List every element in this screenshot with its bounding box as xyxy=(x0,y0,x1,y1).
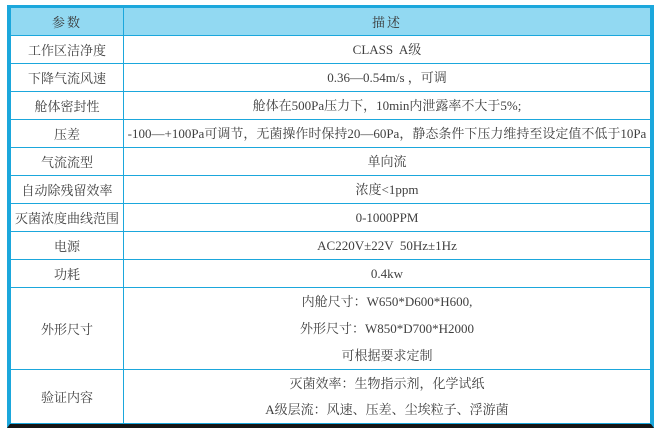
param-cell: 验证内容 xyxy=(11,370,124,424)
table-row xyxy=(11,232,651,260)
desc-cell xyxy=(124,260,651,288)
desc-cell xyxy=(124,370,651,424)
desc-line: 0.36—0.54m/s ，可调 xyxy=(327,70,447,85)
desc-line: AC220V±22V 50Hz±1Hz xyxy=(317,238,457,253)
param-cell: 工作区洁净度 xyxy=(11,36,124,64)
desc-cell xyxy=(124,176,651,204)
table-row xyxy=(11,260,651,288)
table-row xyxy=(11,148,651,176)
desc-line: -100—+100Pa可调节，无菌操作时保持20—60Pa，静态条件下压力维持至设定值不低于10Pa xyxy=(127,126,647,141)
desc-line: 0-1000PPM xyxy=(355,210,419,225)
table-row xyxy=(11,64,651,92)
table-row xyxy=(11,36,651,64)
param-cell: 气流流型 xyxy=(11,148,124,176)
desc-line: 0.4kw xyxy=(370,266,404,281)
spec-table-frame xyxy=(7,5,654,428)
spec-table xyxy=(10,7,651,424)
param-header-cell: 参数 xyxy=(11,8,124,36)
param-cell: 功耗 xyxy=(11,260,124,288)
table-row xyxy=(11,288,651,370)
table-row xyxy=(11,92,651,120)
table-header-row xyxy=(11,8,651,36)
desc-line: 内舱尺寸：W650*D600*H600, xyxy=(301,294,473,309)
desc-line: 外形尺寸：W850*D700*H2000 xyxy=(299,321,475,336)
param-cell: 电源 xyxy=(11,232,124,260)
desc-line: 灭菌效率：生物指示剂，化学试纸 xyxy=(289,375,485,391)
table-row xyxy=(11,176,651,204)
desc-cell xyxy=(124,36,651,64)
desc-line: CLASS A级 xyxy=(352,42,422,57)
param-cell: 下降气流风速 xyxy=(11,64,124,92)
param-cell: 外形尺寸 xyxy=(11,288,124,370)
desc-cell xyxy=(124,288,651,370)
param-cell: 灭菌浓度曲线范围 xyxy=(11,204,124,232)
desc-cell xyxy=(124,148,651,176)
table-row xyxy=(11,370,651,424)
desc-cell xyxy=(124,204,651,232)
desc-cell xyxy=(124,120,651,148)
desc-cell xyxy=(124,232,651,260)
desc-line: 浓度<1ppm xyxy=(355,182,419,197)
desc-line: A级层流：风速、压差、尘埃粒子、浮游菌 xyxy=(265,401,509,417)
desc-cell xyxy=(124,64,651,92)
desc-header-cell: 描述 xyxy=(124,8,651,36)
desc-line: 可根据要求定制 xyxy=(341,348,433,363)
param-cell: 自动除残留效率 xyxy=(11,176,124,204)
param-cell: 压差 xyxy=(11,120,124,148)
desc-line: 舱体在500Pa压力下，10min内泄露率不大于5%; xyxy=(252,98,522,113)
desc-line: 单向流 xyxy=(367,154,407,169)
desc-cell xyxy=(124,92,651,120)
param-cell: 舱体密封性 xyxy=(11,92,124,120)
table-row xyxy=(11,120,651,148)
table-row xyxy=(11,204,651,232)
